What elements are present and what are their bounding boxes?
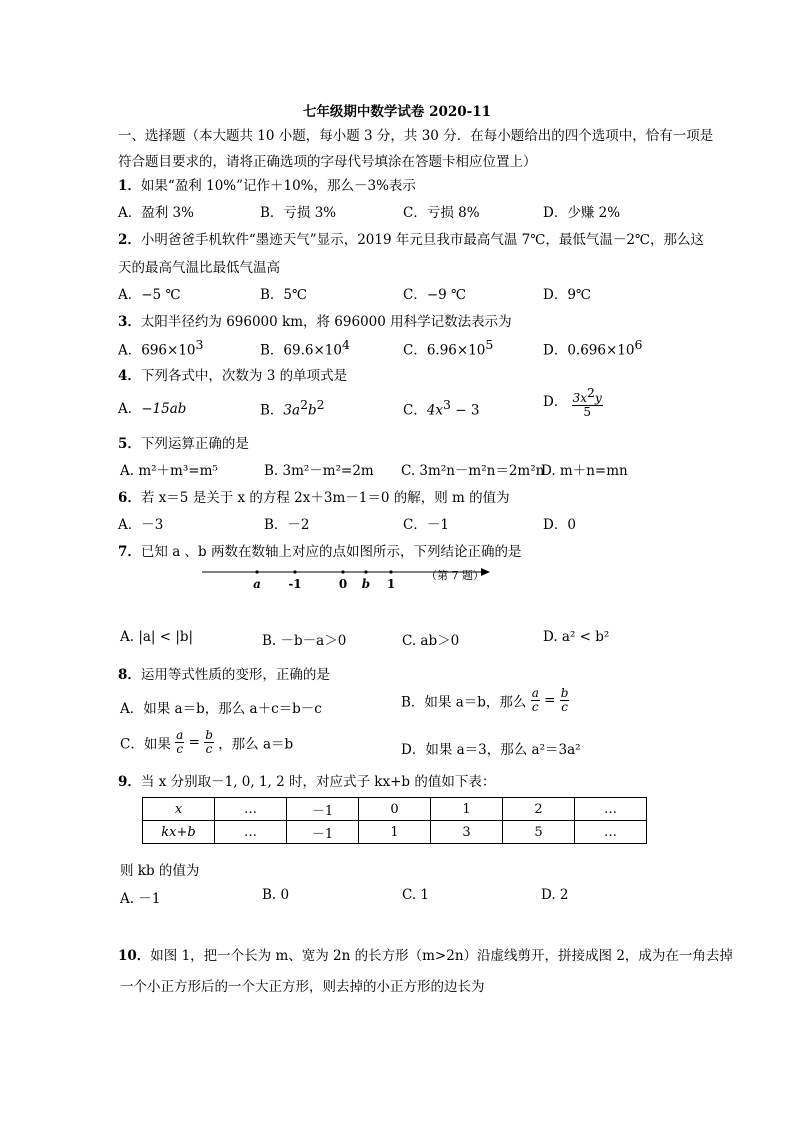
table-cell: 5 xyxy=(503,821,575,844)
fraction: $\frac{3x^2y}{5}$ xyxy=(572,385,602,420)
question-number: 8． xyxy=(118,667,141,683)
q1-option-b: B．亏损 3% xyxy=(260,205,337,221)
question-number: 6． xyxy=(118,490,141,506)
q4-option-a: A．−15ab xyxy=(118,401,187,417)
question-8 xyxy=(118,663,330,683)
q8-option-c: C．如果 $\frac{a}{c}$ = $\frac{b}{c}$ ，那么 a＝b xyxy=(120,728,294,757)
question-stem: 当 x 分别取－1, 0, 1, 2 时，对应式子 kx+b 的值如下表： xyxy=(140,774,496,790)
q4-option-d: D． $\frac{3x^2y}{5}$ xyxy=(543,385,602,420)
fraction: $\frac{a}{c}$ xyxy=(531,686,539,715)
q6-option-b: B．－2 xyxy=(264,517,310,533)
q7-option-b: B. －b－a＞0 xyxy=(262,633,347,649)
q3-option-c: C．$6.96\times 10^5$ xyxy=(403,337,494,359)
q3-option-a: A．$696\times 10^3$ xyxy=(118,337,204,359)
question-2-stem-cont: 天的最高气温比最低气温高 xyxy=(118,260,280,276)
q1-option-c: C．亏损 8% xyxy=(403,205,480,221)
question-number: 7． xyxy=(118,544,141,560)
question-7 xyxy=(118,540,521,560)
table-cell: kx+b xyxy=(143,821,215,844)
q6-option-a: A．－3 xyxy=(118,517,164,533)
fraction: $\frac{a}{c}$ xyxy=(176,728,184,757)
table-cell: 0 xyxy=(359,798,431,821)
axis-label-1: 1 xyxy=(386,577,396,591)
table-cell: 2 xyxy=(503,798,575,821)
values-table xyxy=(142,797,647,844)
question-number: 1． xyxy=(118,178,141,194)
page-title: 七年级期中数学试卷 2020-11 xyxy=(302,104,492,120)
question-stem: 已知 a 、b 两数在数轴上对应的点如图所示，下列结论正确的是 xyxy=(140,544,522,560)
q5-option-c: C. 3m²n－m²n＝2m²n xyxy=(401,463,545,479)
q4-option-c: C．$4x^3 - 3$ xyxy=(403,397,480,419)
q9-option-c: C. 1 xyxy=(402,887,430,903)
question-3 xyxy=(118,310,512,330)
q6-option-c: C．－1 xyxy=(403,517,449,533)
question-stem: 如果“盈利 10%”记作＋10%，那么－3%表示 xyxy=(140,178,416,194)
q5-option-d: D. m＋n=mn xyxy=(541,463,628,479)
q5-option-a: A. m²＋m³=m⁵ xyxy=(120,463,218,479)
question-stem: 若 x＝5 是关于 x 的方程 2x＋3m－1＝0 的解，则 m 的值为 xyxy=(140,490,510,506)
axis-label-a: a xyxy=(253,577,261,591)
q6-option-d: D．0 xyxy=(543,517,576,533)
table-cell: －1 xyxy=(287,798,359,821)
point-0 xyxy=(341,570,344,573)
table-row xyxy=(143,821,647,844)
q7-option-d: D. a² < b² xyxy=(543,629,610,645)
q2-option-a: A．−5 ℃ xyxy=(118,287,181,303)
question-stem: 太阳半径约为 696000 km，将 696000 用科学记数法表示为 xyxy=(140,314,512,330)
question-stem: 下列运算正确的是 xyxy=(140,436,249,452)
q8-option-b: B．如果 a＝b，那么 $\frac{a}{c}$ = $\frac{b}{c}$ xyxy=(401,686,569,715)
table-cell: 1 xyxy=(359,821,431,844)
table-cell: －1 xyxy=(287,821,359,844)
question-5 xyxy=(118,432,249,452)
question-number: 9． xyxy=(118,774,141,790)
axis-label-neg1: -1 xyxy=(288,577,302,591)
question-number: 2． xyxy=(118,232,141,248)
question-9 xyxy=(118,770,495,790)
question-10-stem-cont: 一个小正方形后的一个大正方形，则去掉的小正方形的边长为 xyxy=(120,979,485,995)
question-9-followup: 则 kb 的值为 xyxy=(120,863,200,879)
q7-option-a: A. |a| < |b| xyxy=(120,629,194,645)
q2-option-c: C．−9 ℃ xyxy=(403,287,467,303)
point-1 xyxy=(389,570,392,573)
table-cell: x xyxy=(143,798,215,821)
question-number: 3． xyxy=(118,314,141,330)
q1-option-d: D．少赚 2% xyxy=(543,205,621,221)
q2-option-b: B．5℃ xyxy=(260,287,308,303)
table-cell: … xyxy=(215,821,287,844)
figure-caption: （第 7 题） xyxy=(426,569,484,582)
q5-option-b: B. 3m²－m²=2m xyxy=(264,463,374,479)
section-heading-line2: 符合题目要求的，请将正确选项的字母代号填涂在答题卡相应位置上） xyxy=(118,154,537,170)
question-2 xyxy=(118,228,704,248)
q2-option-d: D．9℃ xyxy=(543,287,592,303)
fraction: $\frac{b}{c}$ xyxy=(205,728,213,757)
number-line-figure xyxy=(200,562,500,594)
question-number: 10． xyxy=(118,948,151,964)
q4-option-b: B．$3a^2b^2$ xyxy=(260,397,325,419)
q9-option-a: A. －1 xyxy=(120,891,161,907)
question-stem: 如图 1，把一个长为 m、宽为 2n 的长方形（m>2n）沿虚线剪开，拼接成图 2，成为在一角去掉 xyxy=(150,948,733,964)
q9-option-d: D. 2 xyxy=(541,887,569,903)
q9-option-b: B. 0 xyxy=(262,887,290,903)
table-cell: … xyxy=(215,798,287,821)
question-number: 5． xyxy=(118,436,141,452)
q3-option-d: D．$0.696\times 10^6$ xyxy=(543,337,643,359)
point-b xyxy=(364,570,367,573)
question-stem: 下列各式中，次数为 3 的单项式是 xyxy=(140,368,348,384)
point-a xyxy=(255,570,258,573)
q8-option-d: D．如果 a＝3，那么 a²＝3a² xyxy=(401,742,581,758)
question-4 xyxy=(118,364,347,384)
question-stem: 小明爸爸手机软件“墨迹天气”显示，2019 年元旦我市最高气温 7℃，最低气温－2℃，那么这 xyxy=(140,232,705,248)
table-cell: … xyxy=(575,821,647,844)
section-heading-line1: 一、选择题（本大题共 10 小题，每小题 3 分，共 30 分．在每小题给出的四个选项中，恰有一项是 xyxy=(118,128,714,144)
table-cell: … xyxy=(575,798,647,821)
axis-label-b: b xyxy=(361,577,371,591)
question-stem: 运用等式性质的变形，正确的是 xyxy=(140,667,330,683)
table-row xyxy=(143,798,647,821)
point-neg1 xyxy=(293,570,296,573)
axis-label-0: 0 xyxy=(338,577,348,591)
q8-option-a: A．如果 a＝b，那么 a＋c＝b－c xyxy=(120,701,322,717)
q7-option-c: C. ab＞0 xyxy=(402,633,460,649)
question-10 xyxy=(118,944,733,964)
fraction: $\frac{b}{c}$ xyxy=(560,686,569,715)
table-cell: 1 xyxy=(431,798,503,821)
question-1 xyxy=(118,174,416,194)
question-number: 4． xyxy=(118,368,141,384)
q1-option-a: A．盈利 3% xyxy=(118,205,194,221)
q3-option-b: B．$69.6\times 10^4$ xyxy=(260,337,350,359)
question-6 xyxy=(118,486,510,506)
table-cell: 3 xyxy=(431,821,503,844)
